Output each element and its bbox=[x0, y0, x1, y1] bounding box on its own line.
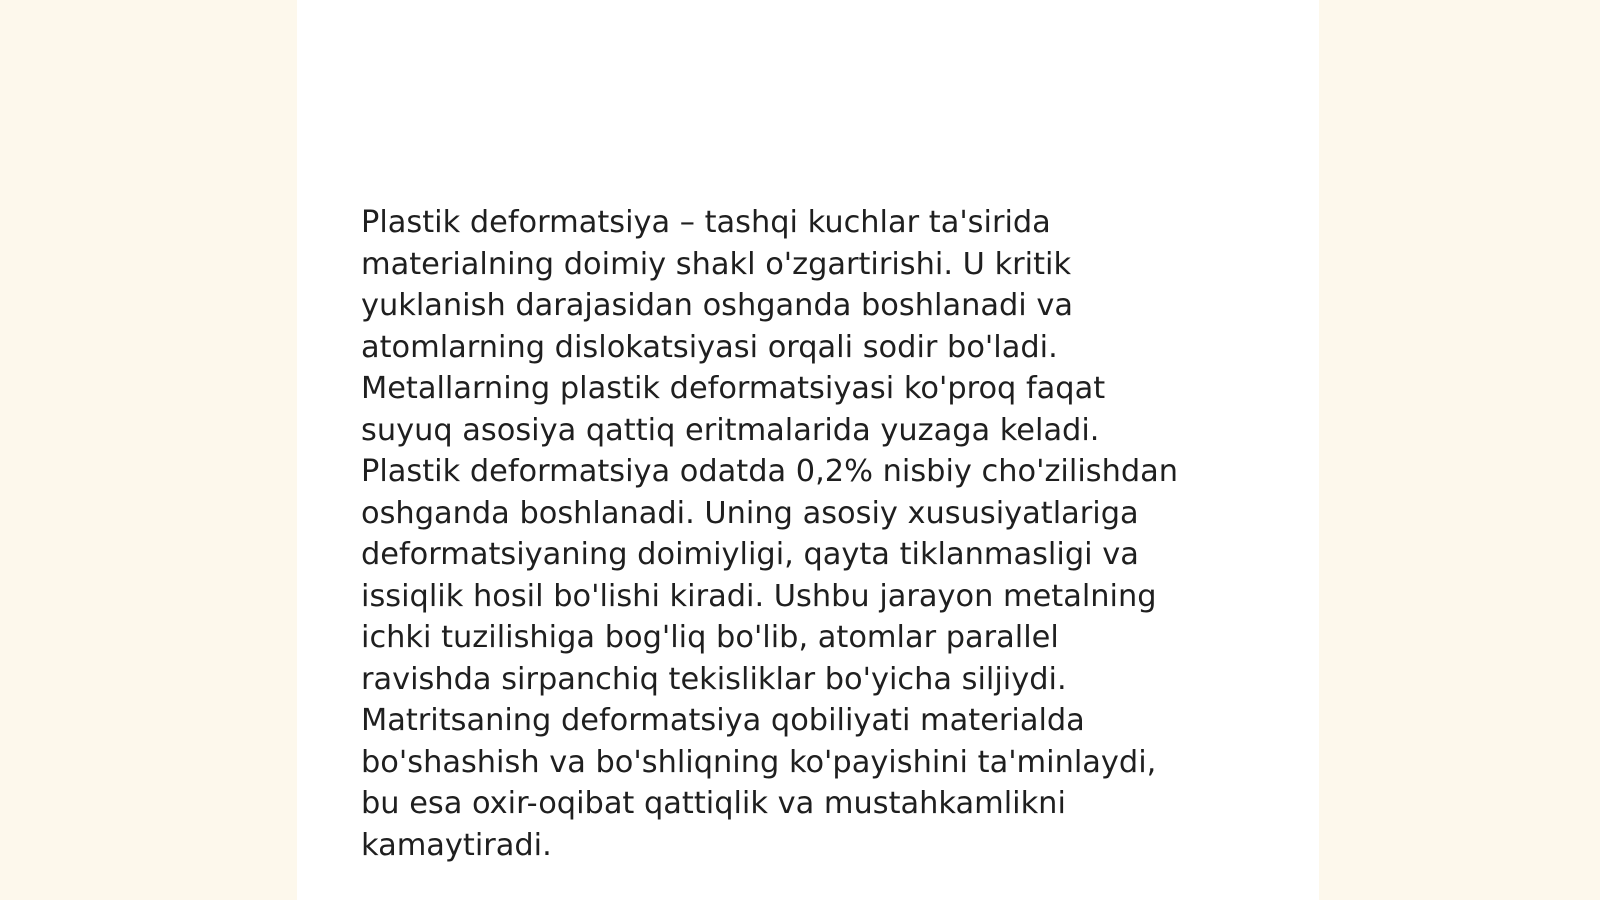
document-page bbox=[297, 0, 1319, 900]
body-paragraph: Plastik deformatsiya – tashqi kuchlar ta'sirida materialning doimiy shakl o'zgartirishi. U kritik yuklanish darajasidan oshganda boshlanadi va atomlarning dislokatsiyasi orqali sodir bo'ladi. Metallarning plastik deformatsiyasi ko'proq faqat suyuq asosiya qattiq eritmalarida yuzaga keladi. Plastik deformatsiya odatda 0,2% nisbiy cho'zilishdan oshganda boshlanadi. Uning asosiy xususiyatlariga deformatsiyaning doimiyligi, qayta tiklanmasligi va issiqlik hosil bo'lishi kiradi. Ushbu jarayon metalning ichki tuzilishiga bog'liq bo'lib, atomlar parallel ravishda sirpanchiq tekisliklar bo'yicha siljiydi. Matritsaning deformatsiya qobiliyati materialda bo'shashish va bo'shliqning ko'payishini ta'minlaydi, bu esa oxir-oqibat qattiqlik va mustahkamlikni kamaytiradi. bbox=[361, 205, 1179, 863]
